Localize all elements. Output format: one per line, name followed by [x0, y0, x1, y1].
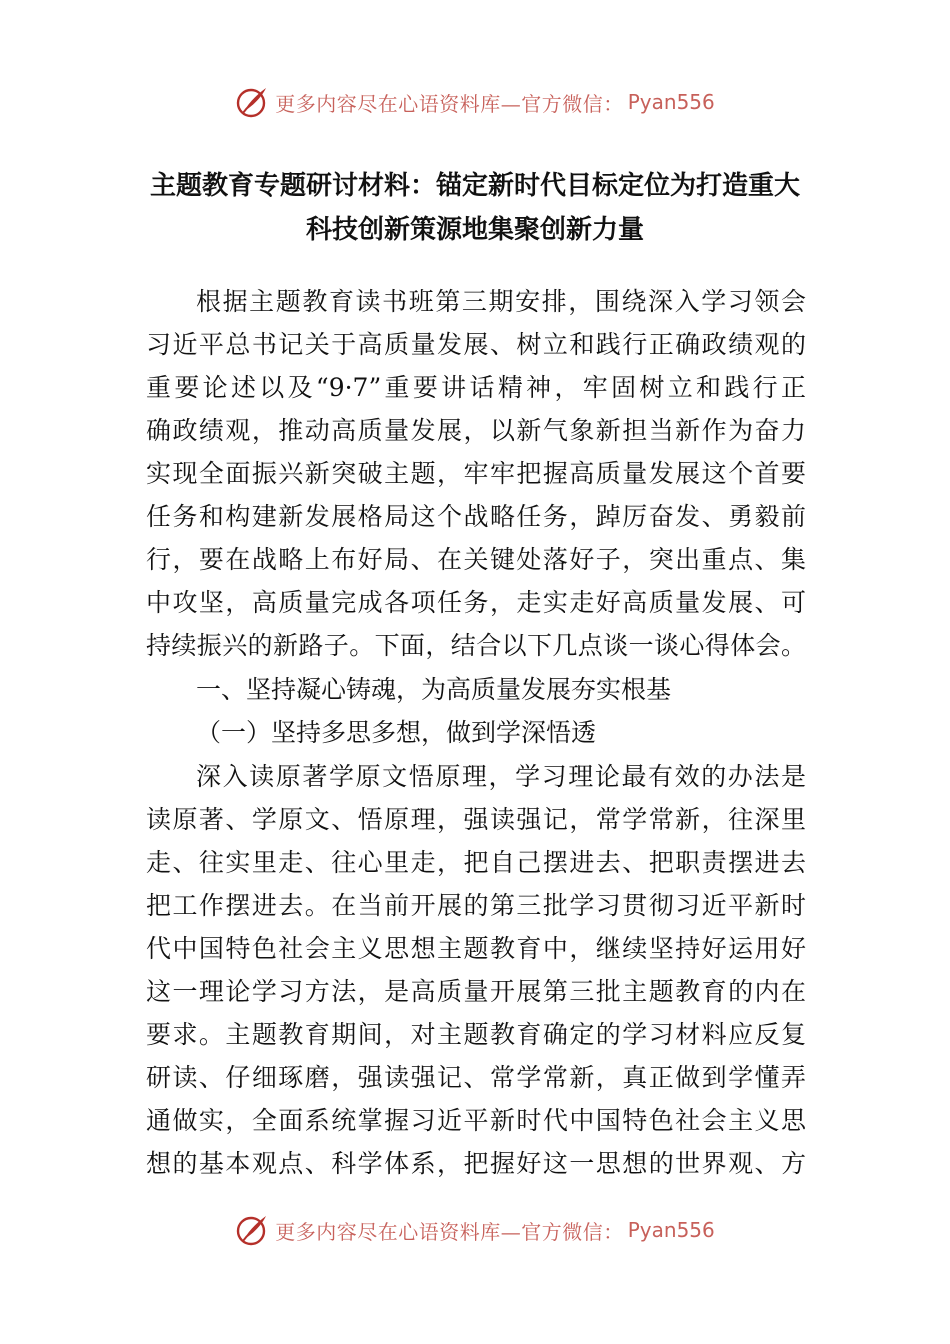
watermark-wechat-id: Pyan556: [627, 1218, 715, 1242]
document-title-line-1: 主题教育专题研讨材料：锚定新时代目标定位为打造重大: [149, 171, 800, 201]
subsection-heading: （一）坚持多思多想，做到学深悟透: [196, 718, 597, 747]
paragraph-line: 走、往实里走、往心里走，把自己摆进去、把职责摆进去: [146, 848, 806, 877]
paragraph-line: 要求。主题教育期间，对主题教育确定的学习材料应反复: [146, 1020, 806, 1049]
watermark-text: 更多内容尽在心语资料库—官方微信：: [275, 91, 624, 116]
paragraph-line: 通做实，全面系统掌握习近平新时代中国特色社会主义思: [146, 1106, 806, 1135]
document-title-line-2: 科技创新策源地集聚创新力量: [305, 215, 644, 245]
paragraph-line: 读原著、学原文、悟原理，强读强记，常学常新，往深里: [146, 805, 806, 834]
paragraph-line: 确政绩观，推动高质量发展，以新气象新担当新作为奋力: [146, 416, 806, 445]
quill-logo-icon: [235, 1213, 269, 1247]
section-heading: 一、坚持凝心铸魂，为高质量发展夯实根基: [196, 675, 672, 704]
paragraph-line: 中攻坚，高质量完成各项任务，走实走好高质量发展、可: [146, 588, 806, 617]
quill-logo-icon: [235, 85, 269, 119]
paragraph-line: 行，要在战略上布好局、在关键处落好子，突出重点、集: [146, 545, 806, 574]
paragraph-line: 深入读原著学原文悟原理，学习理论最有效的办法是: [196, 762, 806, 791]
watermark-wechat-id: Pyan556: [627, 90, 715, 114]
footer-watermark-banner: [0, 1210, 950, 1250]
paragraph-line: 把工作摆进去。在当前开展的第三批学习贯彻习近平新时: [146, 891, 806, 920]
paragraph-line: 研读、仔细琢磨，强读强记、常学常新，真正做到学懂弄: [146, 1063, 806, 1092]
header-watermark-banner: [0, 82, 950, 122]
paragraph-line: 实现全面振兴新突破主题，牢牢把握高质量发展这个首要: [146, 459, 806, 488]
paragraph-line: 任务和构建新发展格局这个战略任务，踔厉奋发、勇毅前: [146, 502, 806, 531]
paragraph-line: 这一理论学习方法，是高质量开展第三批主题教育的内在: [146, 977, 806, 1006]
paragraph-line: 持续振兴的新路子。下面，结合以下几点谈一谈心得体会。: [146, 631, 806, 660]
paragraph-line: 重要论述以及“9·7”重要讲话精神，牢固树立和践行正: [146, 373, 806, 402]
paragraph-line: 代中国特色社会主义思想主题教育中，继续坚持好运用好: [146, 934, 806, 963]
watermark-text: 更多内容尽在心语资料库—官方微信：: [275, 1219, 624, 1244]
paragraph-line: 想的基本观点、科学体系，把握好这一思想的世界观、方: [146, 1149, 806, 1178]
paragraph-line: 根据主题教育读书班第三期安排，围绕深入学习领会: [196, 287, 806, 316]
paragraph-line: 习近平总书记关于高质量发展、树立和践行正确政绩观的: [146, 330, 806, 359]
